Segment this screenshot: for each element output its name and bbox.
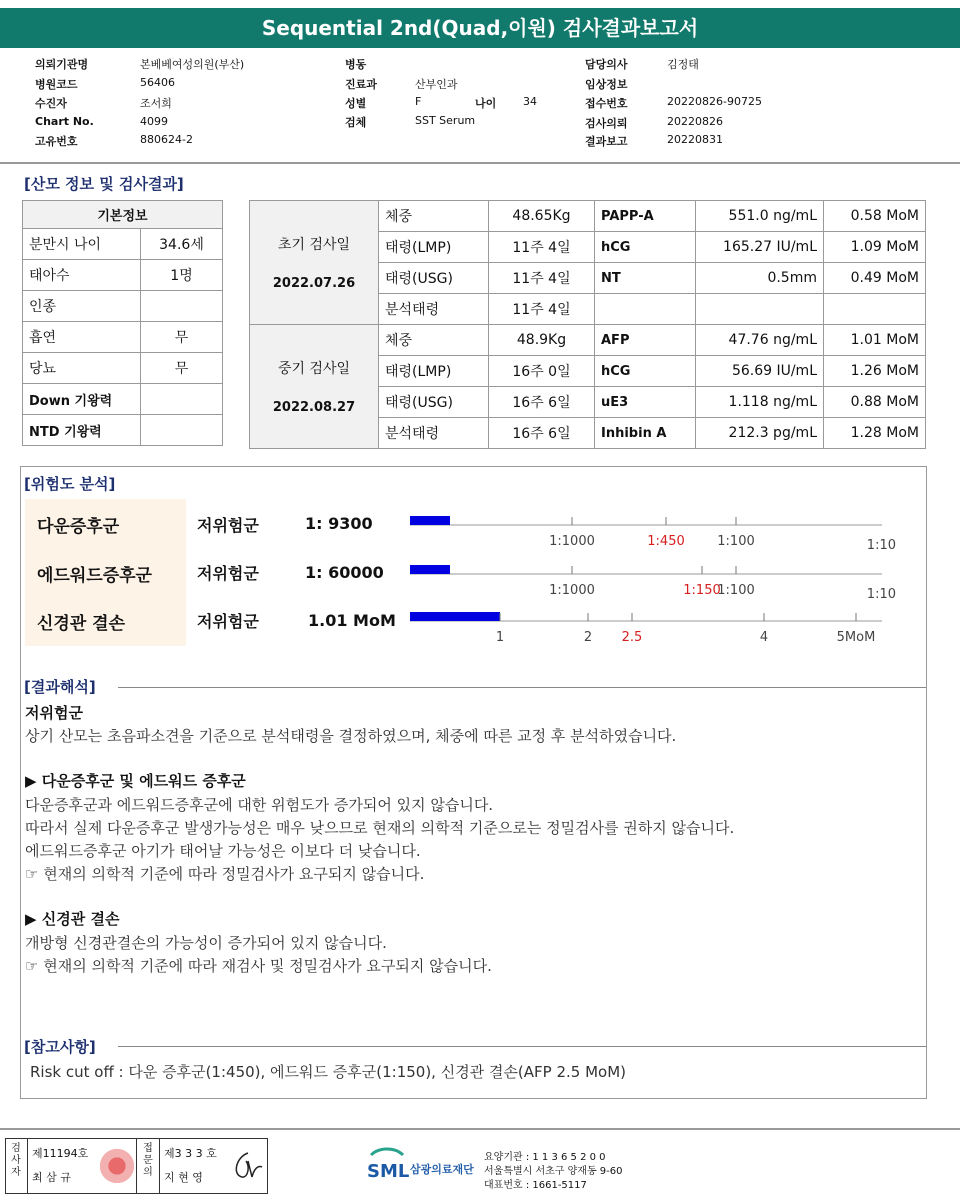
patient-header	[0, 52, 960, 156]
risk-value-edwards: 1: 60000	[305, 563, 384, 582]
basic-info-value: 무	[141, 322, 223, 353]
marker-mom: 0.88 MoM	[824, 387, 926, 418]
table-row	[23, 384, 223, 415]
clinical-info-label: 임상정보	[585, 78, 628, 91]
second-test-label: 중기 검사일	[277, 361, 351, 377]
chart-no-value: 4099	[140, 115, 168, 128]
interp-risk-level: 저위험군	[25, 704, 83, 722]
footer-divider	[0, 1128, 960, 1130]
risk-tick-label: 2	[583, 630, 593, 645]
marker-name: hCG	[595, 232, 696, 263]
basic-info-table	[22, 200, 223, 446]
basic-info-label: 흡연	[23, 322, 141, 353]
marker-mom: 0.58 MoM	[824, 201, 926, 232]
receipt-no-label: 접수번호	[585, 97, 628, 110]
marker-name: uE3	[595, 387, 696, 418]
interp-down-line: 다운증후군과 에드워드증후군에 대한 위험도가 증가되어 있지 않습니다.	[25, 796, 494, 814]
marker-mom	[824, 294, 926, 325]
table-row	[23, 229, 223, 260]
org-phone: 대표번호 : 1661-5117	[484, 1180, 587, 1191]
specialist-label-cell	[136, 1139, 160, 1193]
examiner-label: 검사자	[11, 1143, 21, 1178]
first-test-cell	[250, 201, 379, 325]
ward-label: 병동	[345, 58, 367, 71]
table-row	[250, 201, 926, 232]
section-title-reference: [참고사항]	[24, 1038, 96, 1056]
hospital-code-label: 병원코드	[35, 78, 78, 91]
marker-result	[696, 294, 824, 325]
interp-summary: 상기 산모는 초음파소견을 기준으로 분석태령을 결정하였으며, 체중에 따른 교정 후 분석하였습니다.	[25, 727, 677, 745]
param-value: 11주 4일	[489, 232, 595, 263]
basic-info-value	[141, 384, 223, 415]
requesting-institution-value: 본베베여성의원(부산)	[140, 58, 245, 71]
risk-scales	[400, 505, 900, 645]
doctor-value: 김정태	[667, 58, 699, 71]
basic-info-label: 인종	[23, 291, 141, 322]
risk-level-edwards: 저위험군	[197, 564, 259, 583]
first-test-date: 2022.07.26	[272, 276, 356, 291]
risk-tick-label: 1:10	[866, 538, 896, 553]
basic-info-label: 태아수	[23, 260, 141, 291]
param-value: 16주 6일	[489, 418, 595, 449]
test-request-label: 검사의뢰	[585, 117, 628, 130]
risk-level-down: 저위험군	[197, 516, 259, 535]
param-label: 체중	[379, 325, 489, 356]
risk-name-ntd: 신경관 결손	[37, 614, 126, 634]
interp-down-line: ☞ 현재의 의학적 기준에 따라 정밀검사가 요구되지 않습니다.	[25, 865, 425, 883]
basic-info-label: 분만시 나이	[23, 229, 141, 260]
section-title-risk: [위험도 분석]	[24, 475, 116, 493]
param-label: 태령(USG)	[379, 387, 489, 418]
report-title: Sequential 2nd(Quad,이원) 검사결과보고서	[0, 8, 960, 48]
sex-label: 성별	[345, 97, 367, 110]
section-title-maternal: [산모 정보 및 검사결과]	[24, 175, 184, 193]
param-label: 태령(LMP)	[379, 232, 489, 263]
marker-name	[595, 294, 696, 325]
header-divider	[0, 162, 960, 164]
risk-name-edwards: 에드워드증후군	[37, 566, 152, 586]
chart-no-label: Chart No.	[35, 115, 94, 128]
specimen-label: 검체	[345, 116, 367, 129]
sml-logo-icon	[365, 1145, 409, 1185]
param-label: 체중	[379, 201, 489, 232]
marker-result: 1.118 ng/mL	[696, 387, 824, 418]
specialist-label: 접문의	[143, 1143, 153, 1178]
basic-info-label: Down 기왕력	[23, 384, 141, 415]
marker-result: 212.3 pg/mL	[696, 418, 824, 449]
risk-tick-label: 5MoM	[836, 630, 876, 645]
test-request-value: 20220826	[667, 115, 723, 128]
marker-mom: 1.09 MoM	[824, 232, 926, 263]
receipt-no-value: 20220826-90725	[667, 95, 762, 108]
param-label: 태령(LMP)	[379, 356, 489, 387]
table-row	[23, 322, 223, 353]
interp-down-line: 따라서 실제 다운증후군 발생가능성은 매우 낮으므로 현재의 의학적 기준으로는 정밀검사를 권하지 않습니다.	[25, 819, 735, 837]
param-value: 11주 4일	[489, 294, 595, 325]
marker-result: 56.69 IU/mL	[696, 356, 824, 387]
param-value: 48.65Kg	[489, 201, 595, 232]
interp-ntd-line: ☞ 현재의 의학적 기준에 따라 재검사 및 정밀검사가 요구되지 않습니다.	[25, 957, 492, 975]
basic-info-label: 당뇨	[23, 353, 141, 384]
second-test-date: 2022.08.27	[272, 400, 356, 415]
section-title-interp: [결과해석]	[24, 678, 96, 696]
param-label: 분석태령	[379, 418, 489, 449]
sml-logo	[365, 1145, 409, 1189]
table-row	[23, 353, 223, 384]
risk-value-down: 1: 9300	[305, 514, 373, 533]
marker-name: hCG	[595, 356, 696, 387]
risk-level-ntd: 저위험군	[197, 612, 259, 631]
risk-tick-label: 1:1000	[549, 583, 595, 598]
interp-ntd-title: ▶ 신경관 결손	[25, 910, 120, 928]
specialist-license: 제3 3 3 호	[164, 1147, 217, 1160]
marker-mom: 0.49 MoM	[824, 263, 926, 294]
second-test-cell	[250, 325, 379, 449]
marker-name: Inhibin A	[595, 418, 696, 449]
unique-id-label: 고유번호	[35, 135, 78, 148]
result-report-label: 결과보고	[585, 135, 628, 148]
table-row	[23, 415, 223, 446]
first-test-label: 초기 검사일	[277, 237, 351, 253]
org-code: 요양기관 : 1 1 3 6 5 2 0 0	[484, 1152, 606, 1163]
basic-info-value: 1명	[141, 260, 223, 291]
org-name: 삼광의료재단	[410, 1163, 474, 1176]
risk-bar	[410, 612, 500, 621]
risk-value-ntd: 1.01 MoM	[308, 611, 396, 630]
marker-result: 551.0 ng/mL	[696, 201, 824, 232]
marker-mom: 1.26 MoM	[824, 356, 926, 387]
signature-icon	[228, 1147, 264, 1185]
param-value: 16주 0일	[489, 356, 595, 387]
risk-tick-label: 1:150	[683, 583, 721, 598]
marker-mom: 1.28 MoM	[824, 418, 926, 449]
age-label: 나이	[475, 97, 497, 110]
risk-tick-label: 1:450	[647, 534, 685, 549]
risk-tick-label: 1:1000	[549, 534, 595, 549]
risk-tick-label: 2.5	[621, 630, 643, 645]
param-label: 태령(USG)	[379, 263, 489, 294]
logo-text: SML	[367, 1161, 409, 1182]
specialist-name: 지 현 영	[164, 1171, 203, 1184]
marker-mom: 1.01 MoM	[824, 325, 926, 356]
basic-info-header: 기본정보	[23, 201, 223, 229]
table-row	[250, 325, 926, 356]
marker-result: 0.5mm	[696, 263, 824, 294]
basic-info-label: NTD 기왕력	[23, 415, 141, 446]
risk-tick-label: 4	[759, 630, 769, 645]
param-label: 분석태령	[379, 294, 489, 325]
param-value: 48.9Kg	[489, 325, 595, 356]
risk-tick-label: 1	[495, 630, 505, 645]
risk-tick-label: 1:100	[717, 534, 755, 549]
hospital-code-value: 56406	[140, 76, 175, 89]
basic-info-value: 34.6세	[141, 229, 223, 260]
specimen-value: SST Serum	[415, 114, 476, 127]
seal-stamp	[98, 1145, 136, 1187]
basic-info-value: 무	[141, 353, 223, 384]
basic-info-value	[141, 291, 223, 322]
param-value: 16주 6일	[489, 387, 595, 418]
examiner-name: 최 삼 규	[32, 1171, 71, 1184]
marker-result: 165.27 IU/mL	[696, 232, 824, 263]
marker-name: AFP	[595, 325, 696, 356]
examiner-license: 제11194호	[32, 1147, 89, 1160]
patient-label: 수진자	[35, 97, 67, 110]
risk-name-down: 다운증후군	[37, 517, 120, 537]
interp-down-line: 에드워드증후군 아기가 태어날 가능성은 이보다 더 낮습니다.	[25, 842, 421, 860]
department-value: 산부인과	[415, 78, 458, 91]
reference-divider	[118, 1046, 926, 1047]
risk-bar	[410, 565, 450, 574]
basic-info-value	[141, 415, 223, 446]
interp-down-title: ▶ 다운증후군 및 에드워드 증후군	[25, 772, 246, 790]
marker-name: NT	[595, 263, 696, 294]
risk-bar	[410, 516, 450, 525]
sex-value: F	[415, 95, 422, 108]
department-label: 진료과	[345, 78, 377, 91]
unique-id-value: 880624-2	[140, 133, 193, 146]
risk-tick-label: 1:10	[866, 587, 896, 602]
marker-result: 47.76 ng/mL	[696, 325, 824, 356]
doctor-label: 담당의사	[585, 58, 628, 71]
risk-tick-label: 1:100	[717, 583, 755, 598]
age-value: 34	[523, 95, 537, 108]
examiner-label-cell	[6, 1139, 28, 1193]
interp-divider	[118, 687, 926, 688]
patient-value: 조서희	[140, 97, 172, 110]
result-report-value: 20220831	[667, 133, 723, 146]
reference-text: Risk cut off : 다운 증후군(1:450), 에드워드 증후군(1:150), 신경관 결손(AFP 2.5 MoM)	[30, 1063, 627, 1081]
signature-box	[5, 1138, 268, 1194]
table-row	[23, 291, 223, 322]
interp-ntd-line: 개방형 신경관결손의 가능성이 증가되어 있지 않습니다.	[25, 934, 387, 952]
table-row	[23, 260, 223, 291]
requesting-institution-label: 의뢰기관명	[35, 58, 89, 71]
org-address: 서울특별시 서초구 양재동 9-60	[484, 1166, 623, 1177]
test-results-table	[249, 200, 926, 449]
marker-name: PAPP-A	[595, 201, 696, 232]
param-value: 11주 4일	[489, 263, 595, 294]
